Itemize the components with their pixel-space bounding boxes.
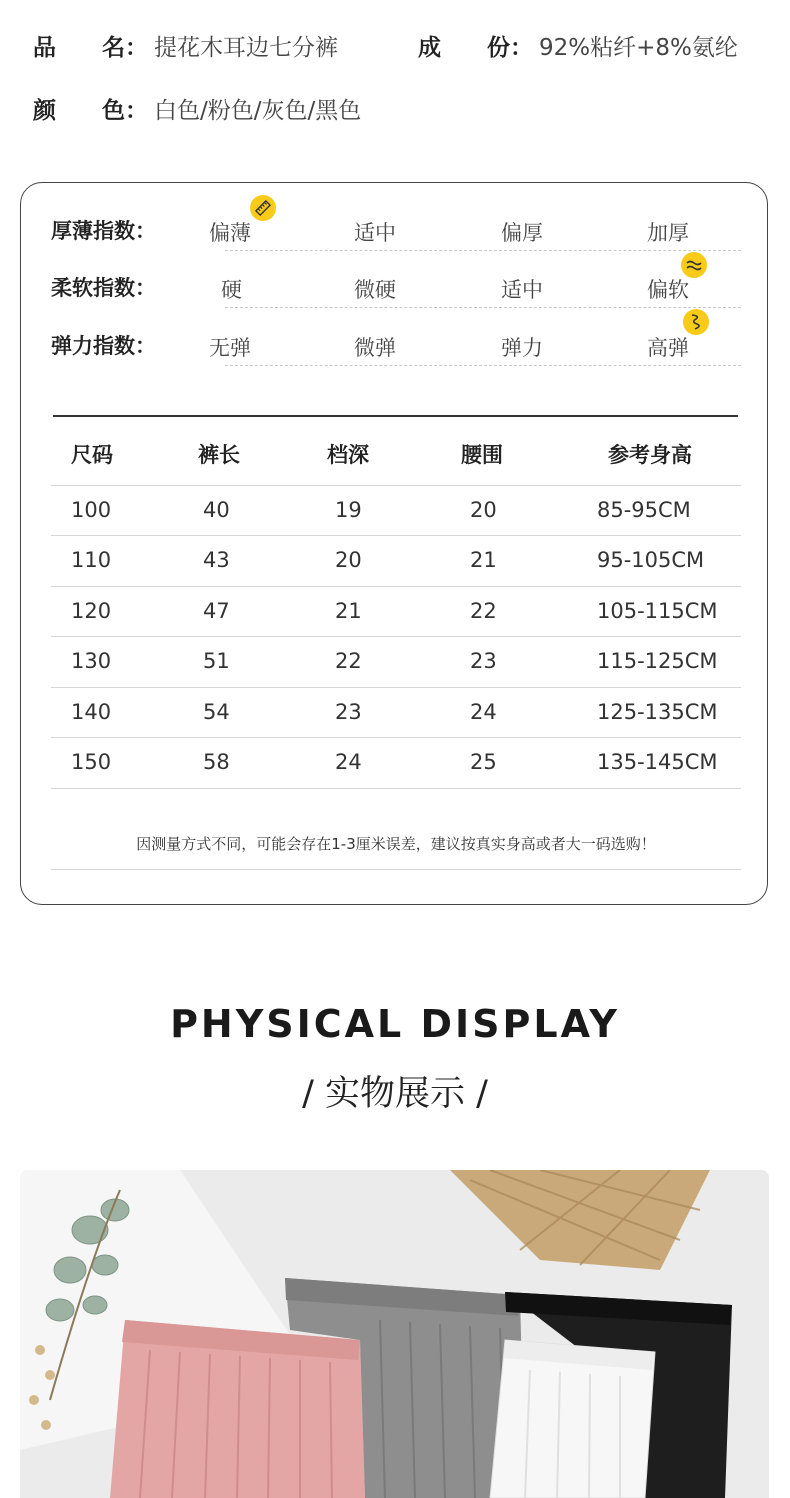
cell-length: 43	[203, 548, 230, 572]
cell-length: 47	[203, 599, 230, 623]
cell-height: 85-95CM	[597, 498, 691, 522]
divider	[225, 307, 741, 308]
cell-height: 95-105CM	[597, 548, 705, 572]
table-top-rule	[53, 415, 738, 417]
elasticity-index-label: 弹力指数：	[51, 334, 156, 358]
divider	[51, 869, 741, 870]
cell-size: 140	[71, 700, 112, 724]
cell-size: 130	[71, 649, 112, 673]
cell-waist: 20	[470, 498, 497, 522]
cell-height: 125-135CM	[597, 700, 718, 724]
thickness-option: 适中	[354, 221, 396, 245]
header-rise: 档深	[327, 443, 369, 467]
elasticity-option: 弹力	[501, 336, 543, 360]
material-row	[418, 30, 738, 60]
thickness-option: 偏薄	[209, 221, 251, 245]
color-label: 颜 色：	[33, 97, 148, 124]
color-value: 白色/粉色/灰色/黑色	[154, 97, 362, 124]
softness-index-row	[51, 264, 741, 308]
cell-rise: 20	[335, 548, 362, 572]
product-name-row	[33, 30, 338, 60]
cell-rise: 21	[335, 599, 362, 623]
cell-rise: 22	[335, 649, 362, 673]
cell-rise: 19	[335, 498, 362, 522]
cell-height: 135-145CM	[597, 750, 718, 774]
cell-size: 120	[71, 599, 112, 623]
cell-height: 105-115CM	[597, 599, 718, 623]
cell-length: 51	[203, 649, 230, 673]
color-row	[33, 93, 361, 123]
table-row	[51, 737, 741, 787]
measurement-note: 因测量方式不同，可能会存在1-3厘米误差，建议按真实身高或者大一码选购！	[136, 835, 656, 853]
section-title-en: PHYSICAL DISPLAY	[170, 1002, 620, 1046]
cell-size: 150	[71, 750, 112, 774]
ruler-icon	[250, 195, 276, 221]
header-height: 参考身高	[608, 443, 692, 467]
wave-icon	[681, 252, 707, 278]
softness-option: 微硬	[354, 278, 396, 302]
cell-waist: 25	[470, 750, 497, 774]
elasticity-option: 无弹	[209, 336, 251, 360]
softness-index-label: 柔软指数：	[51, 276, 156, 300]
thickness-option: 偏厚	[501, 221, 543, 245]
elasticity-option: 微弹	[354, 336, 396, 360]
spec-card	[20, 182, 768, 905]
cell-rise: 24	[335, 750, 362, 774]
table-row	[51, 687, 741, 737]
product-name-value: 提花木耳边七分裤	[154, 34, 338, 61]
cell-size: 110	[71, 548, 112, 572]
table-bottom-rule	[51, 788, 741, 789]
softness-option: 适中	[501, 278, 543, 302]
cell-length: 58	[203, 750, 230, 774]
softness-option: 偏软	[647, 278, 689, 302]
elasticity-option: 高弹	[647, 336, 689, 360]
table-row	[51, 485, 741, 535]
table-row	[51, 535, 741, 585]
cell-waist: 24	[470, 700, 497, 724]
softness-option: 硬	[221, 278, 242, 302]
cell-waist: 23	[470, 649, 497, 673]
product-name-label: 品 名：	[33, 34, 148, 61]
thickness-index-row	[51, 207, 741, 251]
spring-icon	[683, 309, 709, 335]
elasticity-index-row	[51, 322, 741, 366]
cell-size: 100	[71, 498, 112, 522]
cell-height: 115-125CM	[597, 649, 718, 673]
material-label: 成 份：	[418, 34, 533, 61]
divider	[225, 250, 741, 251]
header-size: 尺码	[71, 443, 113, 467]
cell-waist: 22	[470, 599, 497, 623]
table-row	[51, 636, 741, 686]
cell-length: 40	[203, 498, 230, 522]
divider	[225, 365, 741, 366]
thickness-option: 加厚	[647, 221, 689, 245]
header-waist: 腰围	[461, 443, 503, 467]
material-value: 92%粘纤+8%氨纶	[539, 34, 738, 61]
table-header	[51, 439, 741, 469]
product-photo	[20, 1170, 769, 1498]
header-length: 裤长	[198, 443, 240, 467]
cell-waist: 21	[470, 548, 497, 572]
cell-rise: 23	[335, 700, 362, 724]
table-row	[51, 586, 741, 636]
section-title-cn: / 实物展示 /	[302, 1074, 488, 1114]
cell-length: 54	[203, 700, 230, 724]
thickness-index-label: 厚薄指数：	[51, 219, 156, 243]
